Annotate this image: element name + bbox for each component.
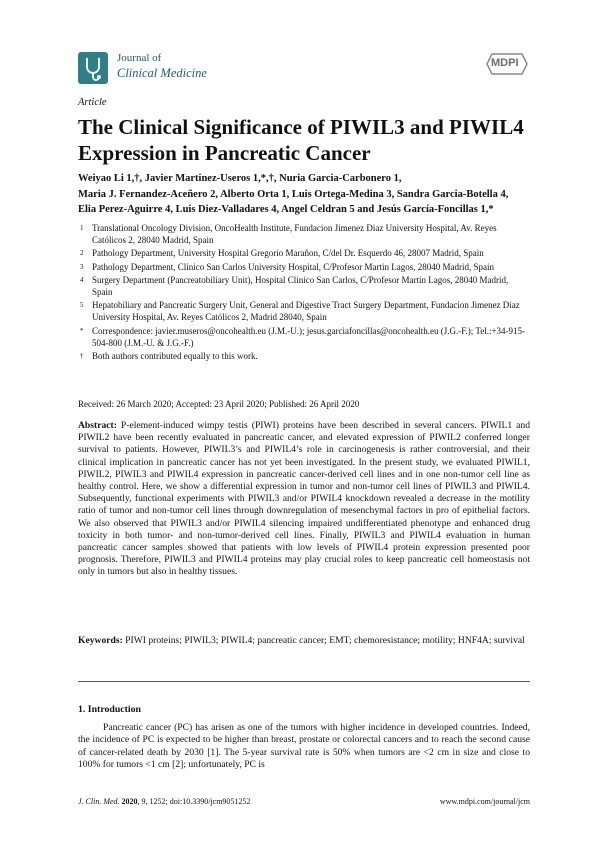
affiliation-item: 2 Pathology Department, University Hospital Gregorio Marañon, C/del Dr. Esquerdo 46, 28007 Madrid, Spain [80, 248, 484, 259]
affiliation-item: 5 Hepatobiliary and Pancreatic Surgery Unit, General and Digestive Tract Surgery Department, Fundacion Jimenez Diaz University Hospital, Av. Reyes Católicos 2, Madrid 28040, Spain [80, 300, 520, 323]
keywords-label: Keywords: [78, 635, 123, 646]
author-line: Elia Perez-Aguirre 4, Luis Diez-Valladares 4, Angel Celdran 5 and Jesús García-Foncillas 1,* [78, 204, 494, 215]
correspondence-item: * Correspondence: javier.museros@oncohealth.eu (J.M.-U.); jesus.garciafoncillas@oncohealth.eu (J.G.-F.); Tel.:+34-915-504-800 (J.M.-U. & J.G.-F.) [80, 325, 526, 348]
abstract-label: Abstract: [78, 420, 117, 431]
abstract-text: P-element-induced wimpy testis (PIWI) proteins have been described in several cancers. PIWIL1 and PIWIL2 have been recently evaluated in pancreatic cancer, and elevated expression of PIWIL2 conferred longer survival to patients. However, PIWIL3’s and PIWIL4’s role in carcinogenesis is rather controversial, and their clinical implication in pancreatic cancer has not yet been investigated. In the present study, we evaluated PIWIL1, PIWIL2, PIWIL3 and PIWIL4 expression in pancreatic cancer-derived cell lines and in one non-tumor cell line as healthy control. Here, we show a differential expression in tumor and non-tumor cell lines of PIWIL3 and PIWIL4. Subsequently, functional experiments with PIWIL3 and/or PIWIL4 knockdown revealed a decrease in the motility ratio of tumor and non-tumor cell lines through downregulation of mesenchymal factors in pro of epithelial factors. We also observed that PIWIL3 and/or PIWIL4 silencing impaired undifferentiated phenotype and enhanced drug toxicity in both tumor- and non-tumor-derived cell lines. Finally, PIWIL3 and PIWIL4 evaluation in human pancreatic cancer samples showed that patients with low levels of PIWIL4 protein expression presented poor prognosis. Therefore, PIWIL3 and PIWIL4 proteins may play crucial roles to keep pancreatic cell homeostasis not only in tumors but also in healthy tissues. [78, 420, 530, 578]
keywords-text: PIWI proteins; PIWIL3; PIWIL4; pancreatic cancer; EMT; chemoresistance; motility; HNF4A; survival [125, 635, 525, 646]
journal-name-line1: Journal of [117, 52, 162, 64]
equal-contribution-note: † Both authors contributed equally to this work. [80, 351, 258, 362]
affiliation-item: 1 Translational Oncology Division, OncoHealth Institute, Fundacion Jimenez Diaz University Hospital, Av. Reyes Católicos 2, 28040 Madrid, Spain [80, 223, 497, 246]
author-line: Maria J. Fernandez-Aceñero 2, Alberto Orta 1, Luis Ortega-Medina 3, Sandra Garcia-Botella 4, [78, 188, 509, 200]
journal-name-line2: Clinical Medicine [117, 66, 207, 80]
publication-dates: Received: 26 March 2020; Accepted: 23 April 2020; Published: 26 April 2020 [78, 399, 360, 409]
introduction-paragraph [78, 722, 530, 771]
publisher-name: MDPI [491, 57, 519, 69]
journal-logo [78, 52, 108, 84]
article-type: Article [78, 97, 107, 108]
citation-journal: J. Clin. Med. [78, 797, 120, 806]
affiliation-list [78, 222, 530, 363]
introduction-text: Pancreatic cancer (PC) has arisen as one of the tumors with higher incidence in developed countries. Indeed, the incidence of PC is expected to be higher than breast, prostate or colorectal cancers and to reach the second cause of cancer-related death by 2030 [1]. The 5-year survival rate is 50% when tumors are <2 cm in size and close to 100% for tumors <1 cm [2]; unfortunately, PC is [78, 722, 530, 770]
section-heading: 1. Introduction [78, 704, 141, 715]
affiliation-item: 4 Surgery Department (Pancreatobiliary Unit), Hospital Clinico San Carlos, C/Profesor Martin Lagos, 28040 Madrid, Spain [80, 274, 509, 298]
journal-url[interactable]: www.mdpi.com/journal/jcm [439, 797, 530, 806]
abstract [78, 420, 530, 579]
citation-year: 2020 [121, 797, 138, 806]
section-divider [78, 681, 530, 682]
affiliation-item: 3 Pathology Department, Clinico San Carlos University Hospital, C/Profesor Martin Lagos, 28040 Madrid, Spain [80, 261, 494, 272]
citation-footer [78, 797, 250, 806]
author-list [78, 171, 530, 218]
keywords [78, 635, 530, 648]
mdpi-logo [483, 52, 531, 76]
article-title: The Clinical Significance of PIWIL3 and PIWIL4 Expression in Pancreatic Cancer [78, 115, 524, 165]
stethoscope-icon [78, 52, 108, 84]
author-line: Weiyao Li 1,†, Javier Martinez-Useros 1,*,†, Nuria Garcia-Carbonero 1, [78, 173, 402, 184]
citation-details: , 9, 1252; doi:10.3390/jcm9051252 [137, 797, 251, 806]
